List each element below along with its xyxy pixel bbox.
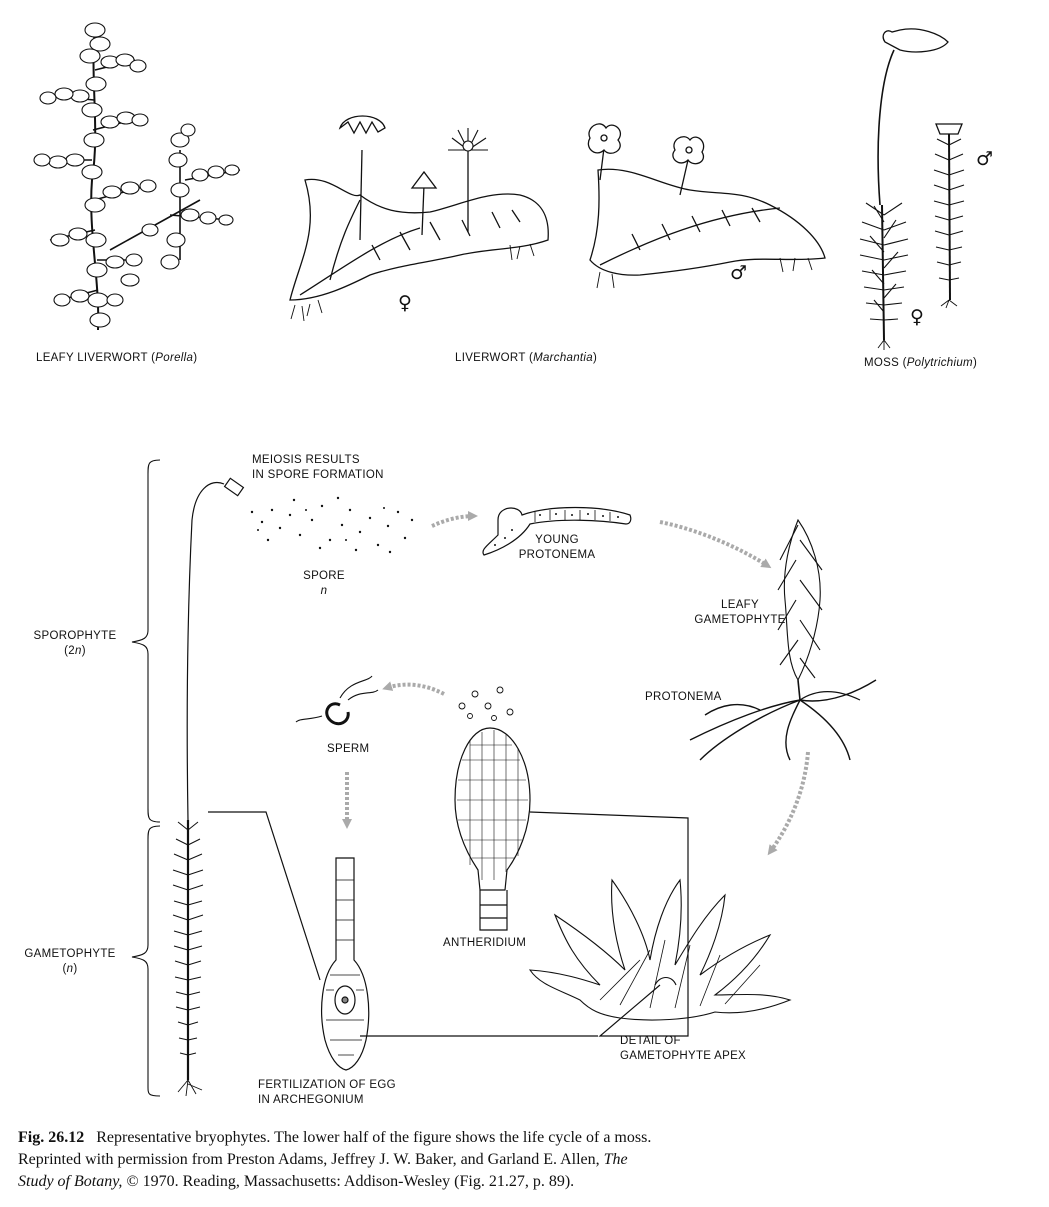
label-gametophyte-apex: DETAIL OF GAMETOPHYTE APEX: [620, 1035, 747, 1062]
label-leafy-gametophyte: LEAFY GAMETOPHYTE: [694, 599, 786, 626]
label-meiosis: MEIOSIS RESULTS IN SPORE FORMATION: [252, 454, 384, 481]
marchantia-male-drawing: [588, 124, 825, 288]
antheridium-drawing: [455, 687, 530, 930]
leafy-gametophyte-drawing: [690, 520, 876, 760]
archegonium-drawing: [322, 858, 369, 1070]
label-gametophyte: GAMETOPHYTE (n): [24, 948, 116, 975]
sperm-drawing: [296, 676, 378, 724]
spore-dots: [251, 497, 413, 553]
gametophyte-apex-drawing: [530, 880, 790, 1020]
figure-caption: Fig. 26.12 Representative bryophytes. The lower half of the figure shows the life cycle of a moss. Reprinted with permission from Preston Adams, Jeffrey J. W. Baker, and Garland E. Allen, The Study of Botany, © 1970. Reading, Massachusetts: Addison-Wesley (Fig. 21.27, p. 89).: [18, 1129, 652, 1190]
label-spore: SPORE n: [303, 570, 345, 597]
label-sporophyte: SPOROPHYTE (2n): [33, 630, 117, 657]
polytrichium-male-drawing: [934, 124, 964, 308]
label-liverwort: LIVERWORT (Marchantia): [455, 352, 598, 364]
label-moss: MOSS (Polytrichium): [864, 357, 978, 369]
figure-number: Fig. 26.12: [18, 1129, 85, 1146]
ploidy-braces: [132, 460, 160, 1096]
marchantia-female-drawing: [290, 116, 548, 321]
male-symbol-marchantia: ♂: [730, 262, 748, 284]
female-symbol-marchantia: ♀: [398, 292, 412, 314]
male-symbol-moss: ♂: [976, 148, 994, 170]
sporophyte-plant-drawing: [173, 478, 243, 1096]
label-fertilization: FERTILIZATION OF EGG IN ARCHEGONIUM: [258, 1079, 396, 1106]
polytrichium-female-drawing: [860, 29, 948, 350]
female-symbol-moss: ♀: [910, 306, 924, 328]
label-young-protonema: YOUNG PROTONEMA: [518, 534, 596, 561]
label-protonema: PROTONEMA: [645, 691, 722, 703]
label-leafy-liverwort: LEAFY LIVERWORT (Porella): [36, 352, 198, 364]
label-antheridium: ANTHERIDIUM: [443, 937, 527, 949]
cycle-arrows: [347, 516, 808, 852]
porella-drawing: [34, 23, 240, 330]
label-sperm: SPERM: [327, 743, 370, 755]
